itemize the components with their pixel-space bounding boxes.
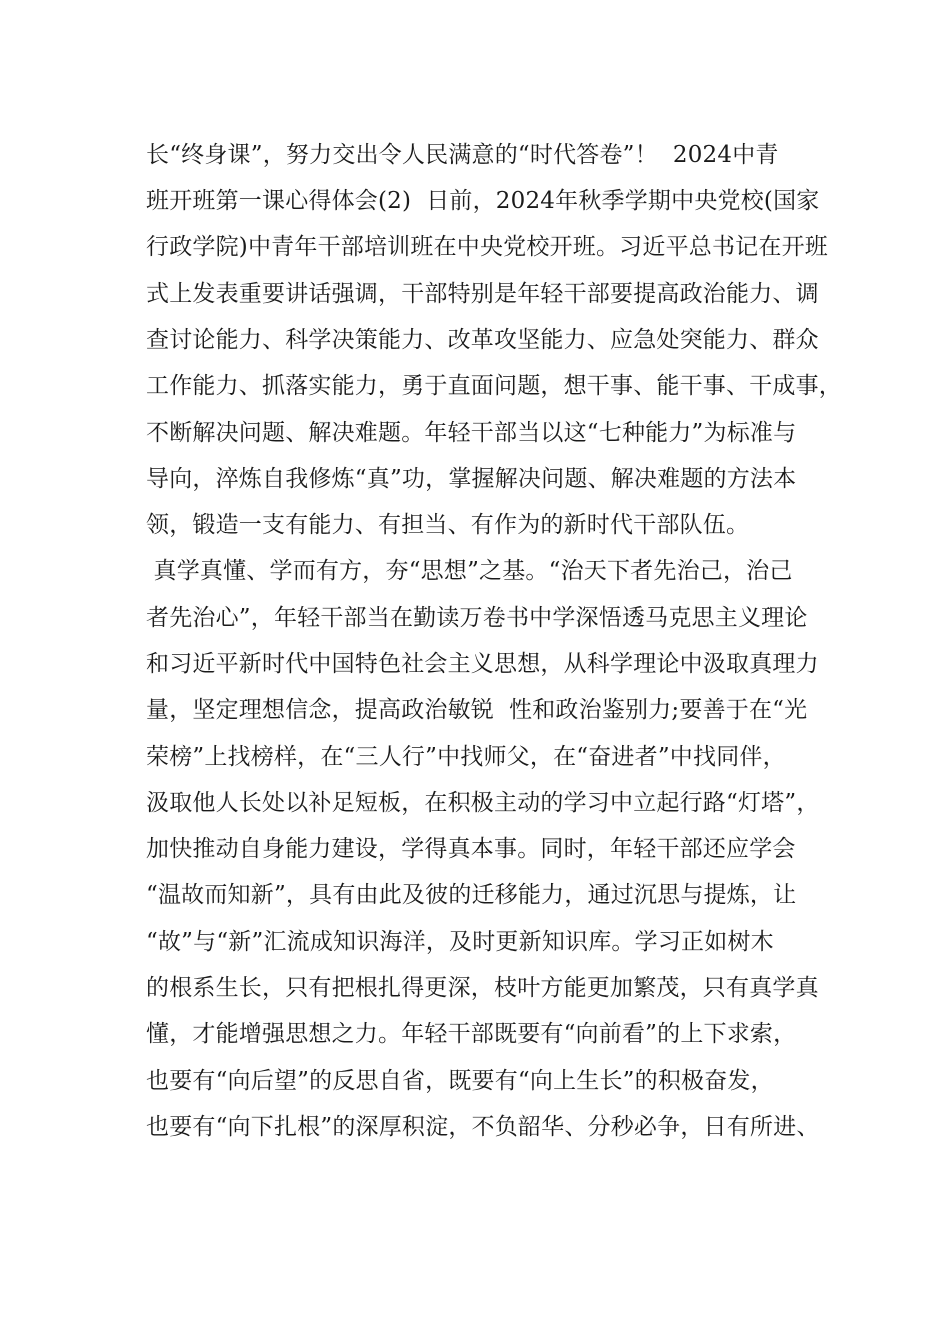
text-line: 真学真懂、学而有方，夯“思想”之基。“治天下者先治己，治己 [146, 558, 793, 584]
text-line: 也要有“向后望”的反思自省，既要有“向上生长”的积极奋发， [146, 1068, 774, 1094]
text-line: “故”与“新”汇流成知识海洋，及时更新知识库。学习正如树木 [146, 929, 774, 955]
text-line: 查讨论能力、科学决策能力、改革攻坚能力、应急处突能力、群众 [146, 327, 819, 353]
text-line: 式上发表重要讲话强调，干部特别是年轻干部要提高政治能力、调 [146, 281, 819, 307]
text-line: 和习近平新时代中国特色社会主义思想，从科学理论中汲取真理力 [146, 651, 819, 677]
text-line: 班开班第一课心得体会(2) 日前，2024年秋季学期中央党校(国家 [146, 188, 820, 214]
text-line: 不断解决问题、解决难题。年轻干部当以这“七种能力”为标准与 [146, 420, 797, 446]
text-line: 荣榜”上找榜样，在“三人行”中找师父，在“奋进者”中找同伴， [146, 744, 786, 770]
text-line: 的根系生长，只有把根扎得更深，枝叶方能更加繁茂，只有真学真 [146, 975, 819, 1001]
text-line: “温故而知新”，具有由此及彼的迁移能力，通过沉思与提炼，让 [146, 882, 797, 908]
text-line: 加快推动自身能力建设，学得真本事。同时，年轻干部还应学会 [146, 836, 796, 862]
text-line: 汲取他人长处以补足短板，在积极主动的学习中立起行路“灯塔”， [146, 790, 820, 816]
text-line: 工作能力、抓落实能力，勇于直面问题，想干事、能干事、干成事， [146, 373, 842, 399]
text-line: 行政学院)中青年干部培训班在中央党校开班。习近平总书记在开班 [146, 234, 828, 260]
text-line: 量，坚定理想信念，提高政治敏锐 性和政治鉴别力;要善于在“光 [146, 697, 808, 723]
text-line: 也要有“向下扎根”的深厚积淀，不负韶华、分秒必争，日有所进、 [146, 1114, 820, 1140]
text-line: 领，锻造一支有能力、有担当、有作为的新时代干部队伍。 [146, 512, 750, 538]
text-line: 懂，才能增强思想之力。年轻干部既要有“向前看”的上下求索， [146, 1021, 797, 1047]
text-line: 导向，淬炼自我修炼“真”功，掌握解决问题、解决难题的方法本 [146, 466, 797, 492]
text-line: 长“终身课”，努力交出令人民满意的“时代答卷”！ 2024中青 [146, 142, 779, 168]
text-line: 者先治心”，年轻干部当在勤读万卷书中学深悟透马克思主义理论 [146, 605, 808, 631]
